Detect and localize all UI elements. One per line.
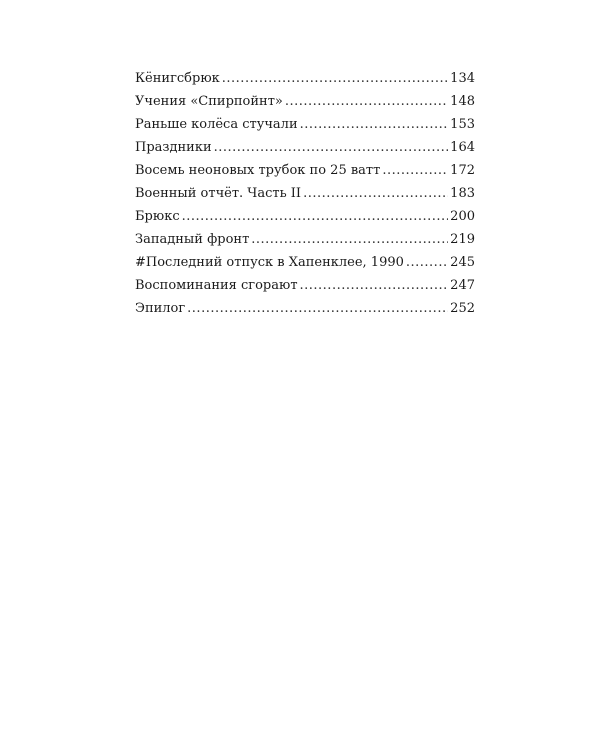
toc-entry-title: Воспоминания сгорают <box>135 278 298 293</box>
toc-entry-page: 172 <box>450 163 475 178</box>
toc-entry-title: Учения «Спирпойнт» <box>135 94 283 109</box>
toc-leader-dots <box>300 279 449 292</box>
toc-entry-last-leave[interactable] <box>135 256 475 279</box>
toc-entry-title: Восемь неоновых трубок по 25 ватт <box>135 163 381 178</box>
toc-entry-page: 164 <box>450 140 475 155</box>
toc-leader-dots <box>382 164 448 177</box>
toc-entry-konigsbruck[interactable] <box>135 72 475 95</box>
toc-entry-title: Эпилог <box>135 301 186 316</box>
toc-entry-page: 153 <box>450 117 475 132</box>
toc-entry-military-report-2[interactable] <box>135 187 475 210</box>
toc-leader-dots <box>182 210 449 223</box>
toc-entry-page: 134 <box>450 71 475 86</box>
toc-entry-page: 148 <box>450 94 475 109</box>
table-of-contents <box>135 72 475 325</box>
toc-entry-memories-burn[interactable] <box>135 279 475 302</box>
toc-entry-title: Раньше колёса стучали <box>135 117 298 132</box>
toc-entry-title: Военный отчёт. Часть II <box>135 186 302 201</box>
toc-entry-epilogue[interactable] <box>135 302 475 325</box>
toc-entry-western-front[interactable] <box>135 233 475 256</box>
toc-leader-dots <box>303 187 448 200</box>
toc-entry-page: 183 <box>450 186 475 201</box>
toc-entry-page: 252 <box>450 301 475 316</box>
toc-leader-dots <box>251 233 448 246</box>
toc-entry-page: 245 <box>450 255 475 270</box>
toc-entry-title: Праздники <box>135 140 212 155</box>
toc-entry-title: Западный фронт <box>135 232 250 247</box>
toc-leader-dots <box>300 118 449 131</box>
toc-entry-neon-tubes[interactable] <box>135 164 475 187</box>
toc-leader-dots <box>187 302 448 315</box>
toc-entry-page: 247 <box>450 278 475 293</box>
toc-leader-dots <box>214 141 449 154</box>
toc-entry-holidays[interactable] <box>135 141 475 164</box>
toc-leader-dots <box>222 72 448 85</box>
toc-leader-dots <box>285 95 448 108</box>
toc-entry-spearpoint[interactable] <box>135 95 475 118</box>
toc-entry-page: 219 <box>450 232 475 247</box>
toc-entry-title: #Последний отпуск в Хапенклее, 1990 <box>135 255 404 270</box>
toc-leader-dots <box>406 256 448 269</box>
toc-entry-brux[interactable] <box>135 210 475 233</box>
toc-entry-title: Кёнигсбрюк <box>135 71 220 86</box>
toc-entry-title: Брюкс <box>135 209 180 224</box>
toc-entry-wheels[interactable] <box>135 118 475 141</box>
toc-entry-page: 200 <box>450 209 475 224</box>
